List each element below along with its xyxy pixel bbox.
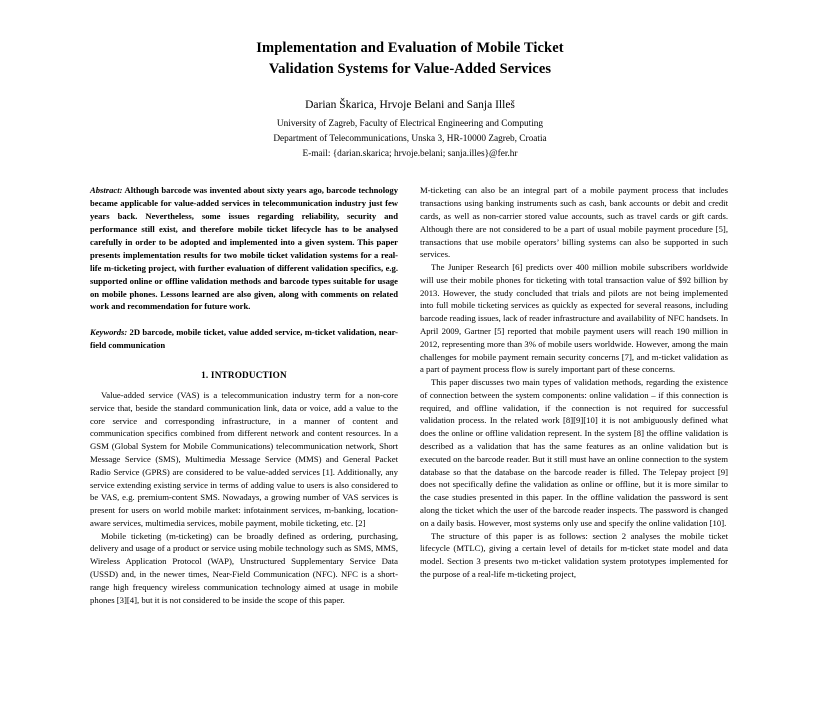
paragraph: M-ticketing can also be an integral part of a mobile payment process that includes transactions using banking instruments such as cash, bank accounts or debit and credit cards, as well as non-carrier stored value accounts, such as travel cards or gift cards. Although there are not considered to be a part of usual mobile payment procedure [5], transactions that use mobile operators’ billing systems can also be supported in such services. bbox=[420, 185, 728, 260]
abstract-text: Although barcode was invented about sixty years ago, barcode technology became applicable for value-added services in telecommunication industry just few years back. Nevertheless, some issues regarding reliability, security and performance still exist, and therefore mobile ticket lifecycle has to be analysed carefully in order to be adopted and implemented into a given system. This paper presents implementation results for two mobile ticket validation systems for a real-life m-ticketing project, with further evaluation of different validation specifics, e.g. supported online or offline validation methods and barcode types suitable for usage on mobile phones. Lessons learned are also given, along with comments on related work and recommendation for future work. bbox=[90, 185, 398, 312]
affiliation-email: E-mail: {darian.skarica; hrvoje.belani; sanja.illes}@fer.hr bbox=[302, 149, 518, 160]
right-column bbox=[420, 184, 728, 606]
paragraph: Value-added service (VAS) is a telecommunication industry term for a non-core service that, beside the standard communication link, data or voice, add a value to the core service and corresponding infrastructure, in a manner of content and communication specifics combined from different network and content resources. In a GSM (Global System for Mobile Communications) telecommunication network, Short Message Service (SMS), Multimedia Message Service (MMS) and General Packet Radio Service (GPRS) are considered to be value-added services [1]. Additionally, any service extending existing service in terms of adding value to users is also considered to be VAS, e.g. premium-content SMS. Nowadays, a growing number of VAS services is present for users on world mobile market: infotainment services, m-banking, location-aware services, multimedia services, mobile payment, mobile ticketing, etc. [2] bbox=[90, 390, 398, 528]
paragraph: This paper discusses two main types of validation methods, regarding the existence of connection between the system components: online validation – if this connection is required, and offline validation, if the connection is not required for successful validation process. In the related work [8][9][10] it is not ambiguously defined what does the online or offline validation represent. In the system [8] the offline validation is described as a validation that has the same features as an online validation but is executed on the barcode reader. But it still must have an online connection to the system database so that the database on the barcode reader is filled. The Telepay project [9] does not specifically define the validation as online or offline, but it is more similar to the case studies presented in this paper. In the offline validation the password is sent along the ticket which the user of the barcode reader inspects. The password is changed on a daily basis. However, most systems only use and specify the online validation [10]. bbox=[420, 377, 728, 528]
section-heading-introduction: 1. INTRODUCTION bbox=[201, 370, 287, 381]
title-line-2: Validation Systems for Value-Added Services bbox=[268, 61, 552, 78]
title-line-1: Implementation and Evaluation of Mobile Ticket bbox=[256, 40, 564, 56]
paragraph: Mobile ticketing (m-ticketing) can be broadly defined as ordering, purchasing, delivery and usage of a product or service using mobile technology such as SMS, MMS, Wireless Application Protocol (WAP), Unstructured Supplementary Service Data (USSD) and, in the newer times, Near-Field Communication (NFC). NFC is a short-range high frequency wireless communication technology aimed at usage in mobile phones [3][4], but it is not considered to be inside the scope of this paper. bbox=[90, 530, 398, 605]
keywords-block bbox=[90, 326, 398, 352]
affiliation-block bbox=[90, 117, 730, 162]
paragraph: The Juniper Research [6] predicts over 400 million mobile subscribers worldwide will use their mobile phones for ticketing with total transaction value of $92 billion by 2013. However, the study concluded that trials and pilots are not being implemented into full mobile ticketing services as quickly as expected for several reasons, including barcode reading issues, lack of reader infrastructure and availability of NFC handsets. In April 2009, Gartner [5] reported that mobile payment users will reach 190 million in 2012, representing more than 3% of mobile users worldwide. However, among the main challenges for mobile payment remain security concerns [7], and m-ticket validation as a part of payment process flow is surely important part of these concerns. bbox=[420, 262, 728, 375]
affiliation-line-1: University of Zagreb, Faculty of Electrical Engineering and Computing bbox=[276, 119, 544, 130]
page-title bbox=[90, 38, 730, 80]
keywords-label: Keywords: bbox=[90, 327, 128, 338]
author-list: Darian Škarica, Hrvoje Belani and Sanja Illeš bbox=[305, 99, 515, 112]
abstract-label: Abstract: bbox=[90, 185, 123, 196]
abstract-block bbox=[90, 184, 398, 313]
two-column-body bbox=[90, 184, 730, 606]
keywords-text: 2D barcode, mobile ticket, value added service, m-ticket validation, near-field communication bbox=[90, 327, 398, 351]
paragraph: The structure of this paper is as follows: section 2 analyses the mobile ticket lifecycle (MTLC), giving a certain level of details for m-ticket state model and data model. Section 3 presents two m-ticket validation system prototypes implemented for the purpose of a real-life m-ticketing project, bbox=[420, 530, 728, 579]
affiliation-line-2: Department of Telecommunications, Unska 3, HR-10000 Zagreb, Croatia bbox=[273, 134, 547, 145]
left-column bbox=[90, 184, 398, 606]
